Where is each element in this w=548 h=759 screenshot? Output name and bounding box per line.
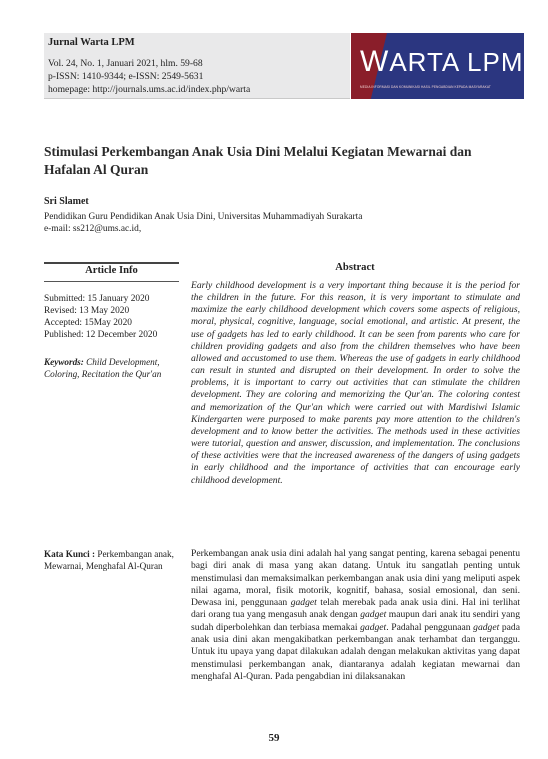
logo-first-letter: W — [360, 45, 390, 78]
body-paragraph — [191, 548, 520, 683]
keywords — [44, 356, 184, 380]
logo-wordmark — [360, 45, 524, 79]
info-top-rule — [44, 262, 179, 264]
logo-subtitle: MEDIA INFORMASI DAN KOMUNIKASI HASIL PENGABDIAN KEPADA MASYARAKAT — [360, 85, 491, 89]
term-gadget: gadget — [473, 621, 500, 633]
term-gadget: gadget — [290, 597, 317, 609]
abstract-heading: Abstract — [335, 262, 375, 273]
kata-kunci-label: Kata Kunci : — [44, 549, 96, 559]
body-part-1: Perkembangan anak usia dini adalah hal yang sangat penting, karena sebagai penentu bagi diri anak di masa yang akan datang. Untuk itu sangatlah penting untuk menstimulasi dan memaksimalkan perkembangan anak usia dini yang meliputi aspek nilai agama, moral, fisik motorik, kognitif, bahasa, sosial emosional, dan seni. Dewasa ini, penggunaan — [191, 548, 520, 609]
page-number: 59 — [268, 732, 280, 744]
kata-kunci-text: Perkembangan anak, Mewarnai, Menghafal Al-Quran — [44, 549, 174, 571]
body-part-4: . Padahal penggunaan — [386, 621, 474, 633]
issn-line: p-ISSN: 1410-9344; e-ISSN: 2549-5631 — [48, 71, 204, 82]
kata-kunci — [44, 548, 179, 572]
keywords-text: Child Development, Coloring, Recitation the Qur'an — [44, 357, 162, 379]
journal-info-box — [44, 33, 350, 99]
info-bottom-rule — [44, 281, 179, 282]
author-name: Sri Slamet — [44, 196, 89, 207]
article-title: Stimulasi Perkembangan Anak Usia Dini Melalui Kegiatan Mewarnai dan Hafalan Al Quran — [44, 144, 472, 177]
body-part-3: maupun dari anak itu sendiri yang sudah diperbolehkan dan terbiasa memakai — [191, 609, 520, 633]
journal-name: Jurnal Warta LPM — [48, 37, 135, 48]
author-affiliation-block — [44, 211, 362, 235]
homepage-link[interactable]: homepage: http://journals.ums.ac.id/index.php/warta — [48, 84, 251, 95]
accepted-date: Accepted: 15May 2020 — [44, 318, 132, 328]
term-gadget: gadget — [360, 609, 387, 621]
revised-date: Revised: 13 May 2020 — [44, 306, 130, 316]
warta-lpm-logo — [351, 33, 524, 99]
journal-header — [44, 33, 524, 99]
term-gadget: gadget — [360, 621, 387, 633]
affiliation: Pendidikan Guru Pendidikan Anak Usia Dini, Universitas Muhammadiyah Surakarta — [44, 212, 363, 222]
body-part-2: telah merebak pada anak usia dini. Hal ini terlihat dari orang tua yang mengasuh anak dengan — [191, 597, 520, 621]
journal-meta — [48, 57, 250, 96]
submitted-date: Submitted: 15 January 2020 — [44, 294, 150, 304]
keywords-label: Keywords: — [44, 357, 84, 367]
body-part-5: pada anak usia dini akan mengakibatkan perkembangan anak terhambat dan terganggu. Untuk itu upaya yang dapat dilakukan adalah dengan melakukan aktivitas yang dapat menstimulasi perkembangan anak, diantaranya adalah kegiatan mewarnai dan menghafal Al-Quran. Pada pengabdian ini dilaksanakan — [191, 621, 520, 682]
article-info-heading: Article Info — [85, 265, 138, 276]
author-email[interactable]: e-mail: ss212@ums.ac.id, — [44, 224, 142, 234]
volume-line: Vol. 24, No. 1, Januari 2021, hlm. 59-68 — [48, 58, 203, 69]
published-date: Published: 12 December 2020 — [44, 330, 158, 340]
abstract-text: Early childhood development is a very important thing because it is the period for the children in the future. For this reason, it is very important to stimulate and maximize the early childhood development which covers some aspects of religious, moral, physical, cognitive, language, social emotional, and artistic. At present, the use of gadgets has led to early childhood. It can be seen from parents who care for children providing gadgets and also from the children themselves who have been allowed and accustomed to use them. Whereas the use of gadgets in early childhood can result in stunted and disrupted on their development. In order to solve the problems, it is important to carry out activities that can stimulate the children development. They are coloring and memorizing the Qur'an. The coloring contest and memorization of the Qur'an which were carried out with Mardisiwi Islamic Kindergarten were purposed to make parents pay more attention to the children's development and to know better the activities. The methods used in these activities were tutorial, question and answer, discussion, and implementation. The conclusions of these activities were that the increased awareness of the dangers of using gadgets in early childhood and the importance of activities that can encourage early childhood development. — [191, 280, 520, 486]
article-dates — [44, 293, 157, 341]
logo-rest: ARTA LPM — [389, 47, 524, 77]
